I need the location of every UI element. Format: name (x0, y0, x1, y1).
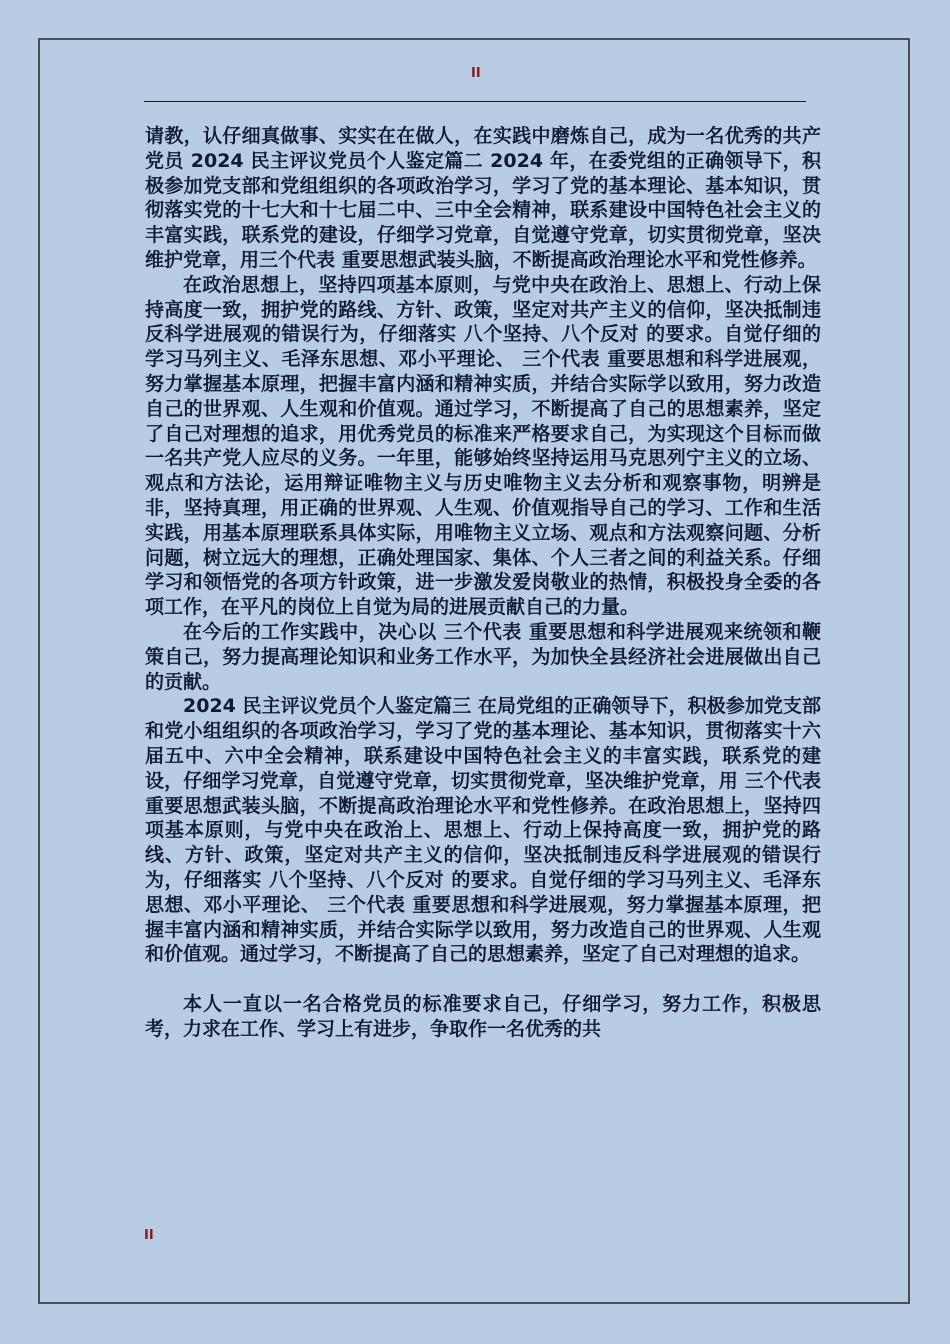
paragraph-5: 本人一直以一名合格党员的标准要求自己，仔细学习，努力工作，积极思考，力求在工作、学习上有进步，争取作一名优秀的共 (145, 992, 821, 1040)
paragraph-4: 2024 民主评议党员个人鉴定篇三 在局党组的正确领导下，积极参加党支部和党小组组织的各项政治学习，学习了党的基本理论、基本知识，贯彻落实十六届五中、六中全会精神，联系建设中国特色社会主义的丰富实践，联系党的建设，仔细学习党章，自觉遵守党章，切实贯彻党章，坚决维护党章，用 三个代表 重要思想武装头脑，不断提高政治理论水平和党性修养。在政治思想上，坚持四项基本原则，与党中央在政治上、思想上、行动上保持高度一致，拥护党的路线、方针、政策，坚定对共产主义的信仰，坚决抵制违反科学进展观的错误行为，仔细落实 八个坚持、八个反对 的要求。自觉仔细的学习马列主义、毛泽东思想、邓小平理论、 三个代表 重要思想和科学进展观，努力掌握基本原理，把握丰富内涵和精神实质，并结合实际学以致用，努力改造自己的世界观、人生观和价值观。通过学习，不断提高了自己的思想素养，坚定了自己对理想的追求。 (145, 695, 821, 966)
document-body (145, 124, 821, 1041)
paragraph-spacer (145, 967, 821, 992)
paragraph-1: 请教，认仔细真做事、实实在在做人，在实践中磨炼自己，成为一名优秀的共产党员 2024 民主评议党员个人鉴定篇二 2024 年，在委党组的正确领导下，积极参加党支部和党组组织的各项政治学习，学习了党的基本理论、基本知识，贯彻落实党的十七大和十七届二中、三中全会精神，联系建设中国特色社会主义的丰富实践，联系党的建设，仔细学习党章，自觉遵守党章，切实贯彻党章，坚决维护党章，用三个代表 重要思想武装头脑，不断提高政治理论水平和党性修养。 (145, 125, 821, 271)
paragraph-3: 在今后的工作实践中，决心以 三个代表 重要思想和科学进展观来统领和鞭策自己，努力提高理论知识和业务工作水平，为加快全县经济社会进展做出自己的贡献。 (145, 620, 821, 693)
footer-mark: II (144, 1228, 154, 1243)
header-rule (144, 101, 806, 102)
header-mark: II (471, 66, 481, 81)
paragraph-2: 在政治思想上，坚持四项基本原则，与党中央在政治上、思想上、行动上保持高度一致，拥护党的路线、方针、政策，坚定对共产主义的信仰，坚决抵制违反科学进展观的错误行为，仔细落实 八个坚持、八个反对 的要求。自觉仔细的学习马列主义、毛泽东思想、邓小平理论、 三个代表 重要思想和科学进展观，努力掌握基本原理，把握丰富内涵和精神实质，并结合实际学以致用，努力改造自己的世界观、人生观和价值观。通过学习，不断提高了自己的思想素养，坚定了自己对理想的追求，用优秀党员的标准来严格要求自己，为实现这个目标而做一名共产党人应尽的义务。一年里，能够始终坚持运用马克思列宁主义的立场、观点和方法论，运用辩证唯物主义与历史唯物主义去分析和观察事物，明辨是非，坚持真理，用正确的世界观、人生观、价值观指导自己的学习、工作和生活实践，用基本原理联系具体实际，用唯物主义立场、观点和方法观察问题、分析问题，树立远大的理想，正确处理国家、集体、个人三者之间的利益关系。仔细学习和领悟党的各项方针政策，进一步激发爱岗敬业的热情，积极投身全委的各项工作，在平凡的岗位上自觉为局的进展贡献自己的力量。 (145, 273, 821, 619)
